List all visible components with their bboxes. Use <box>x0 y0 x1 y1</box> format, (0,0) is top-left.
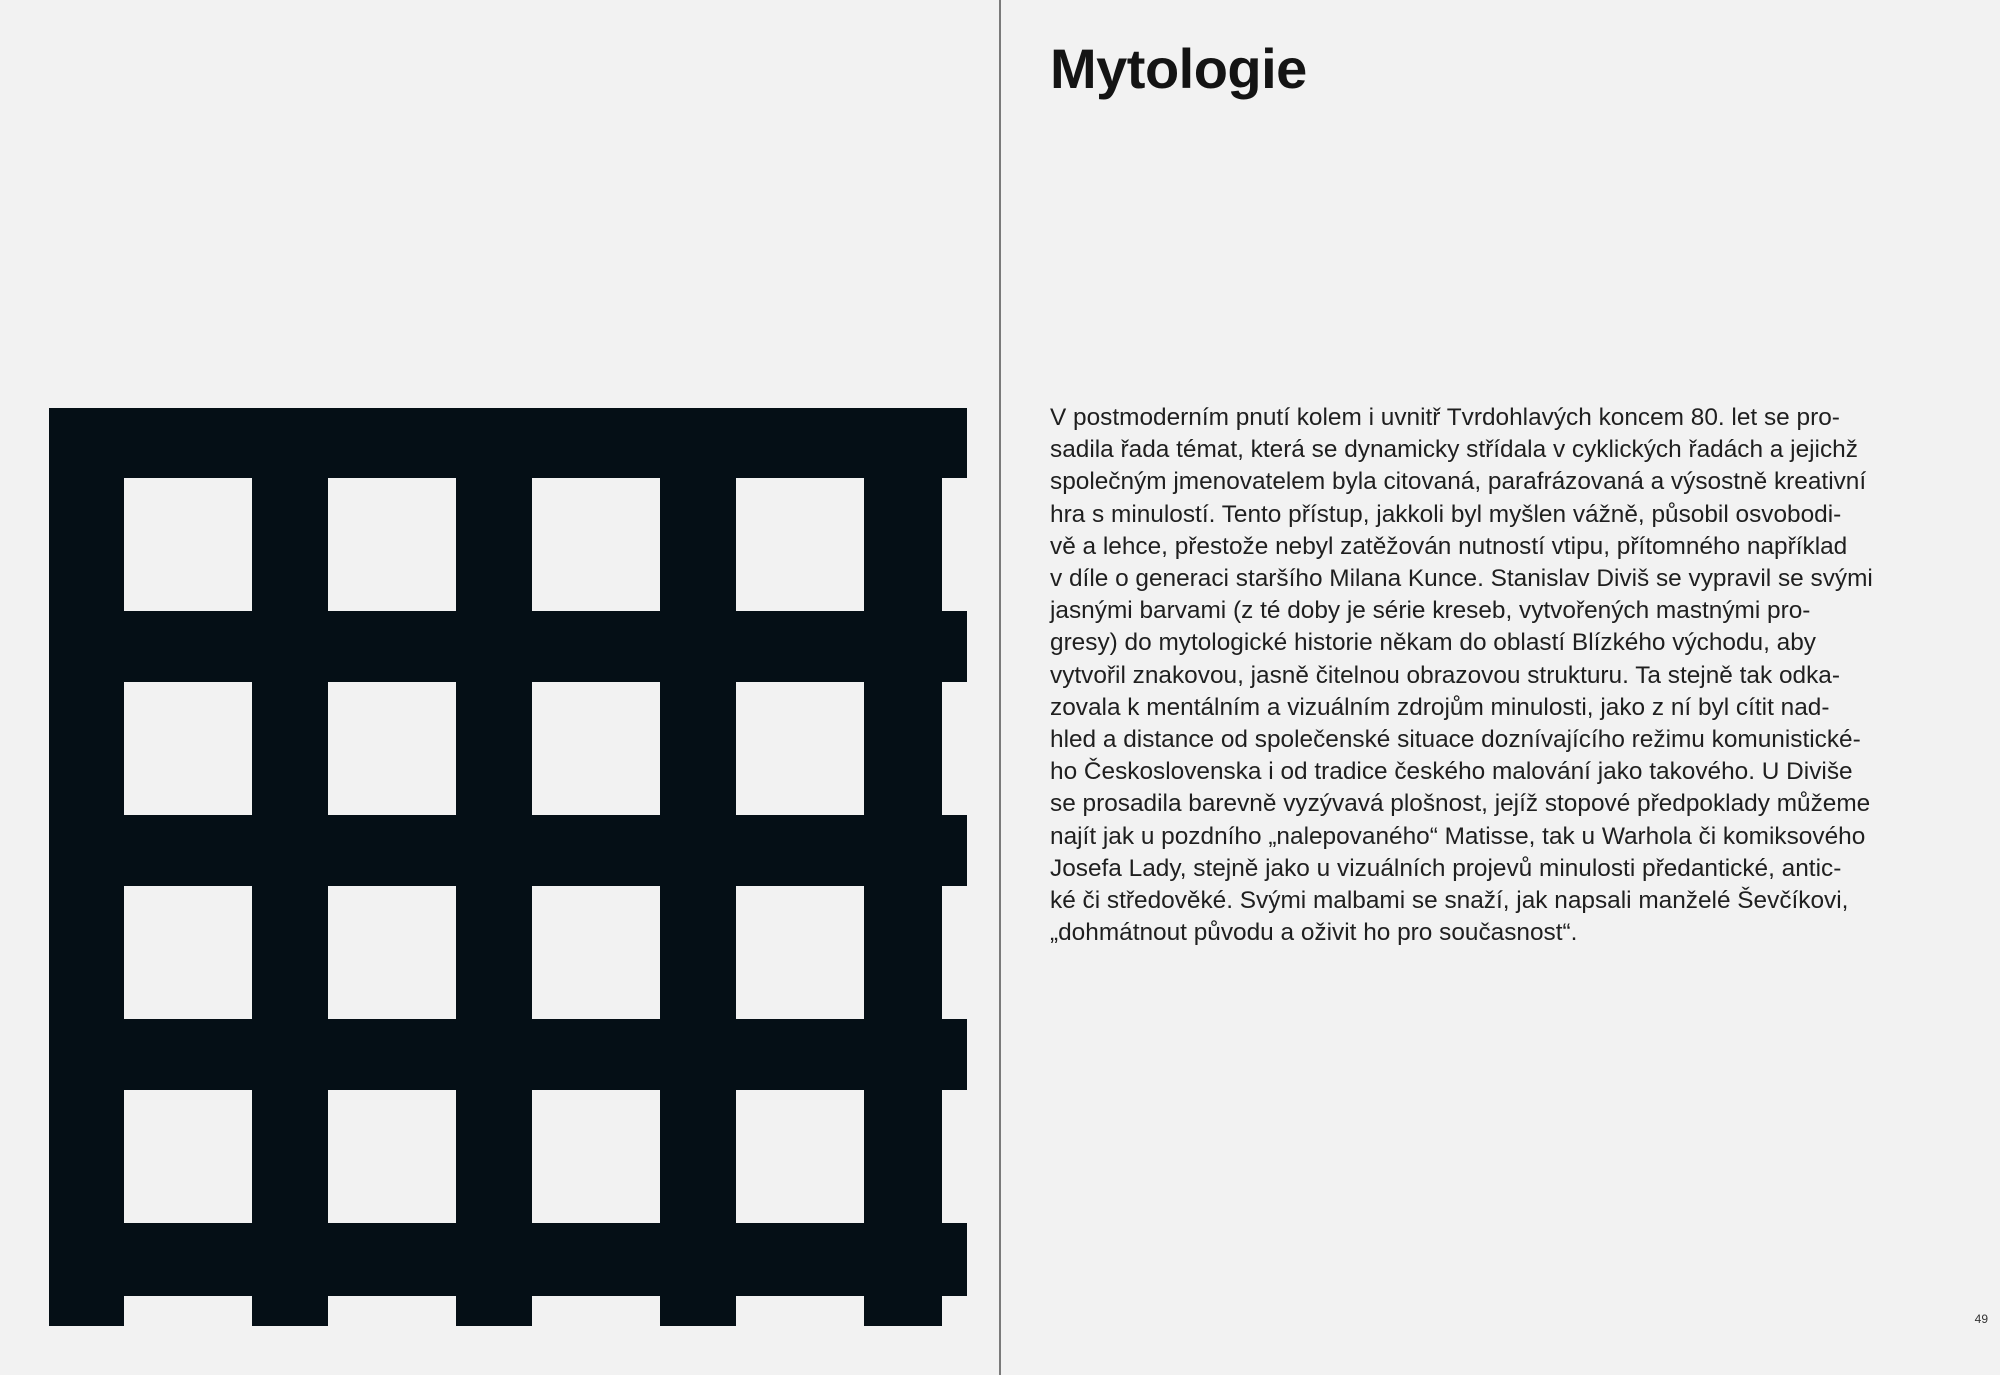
grid-cell <box>328 478 456 611</box>
body-text-line: „dohmátnout původu a oživit ho pro současnost“. <box>1050 919 1578 947</box>
grid-edge-notch <box>942 1090 967 1223</box>
body-text-line: vytvořil znakovou, jasně čitelnou obrazovou strukturu. Ta stejně tak odka- <box>1050 661 1840 689</box>
grid-edge-notch <box>736 1296 864 1326</box>
grid-cell <box>328 682 456 815</box>
grid-cell <box>124 682 252 815</box>
body-text-line: společným jmenovatelem byla citovaná, parafrázovaná a výsostně kreativní <box>1050 468 1867 496</box>
grid-edge-notch <box>532 1296 660 1326</box>
grid-edge-notch <box>942 886 967 1019</box>
grid-cell <box>736 1090 864 1223</box>
grid-cell <box>532 478 660 611</box>
body-text-line: jasnými barvami (z té doby je série kreseb, vytvořených mastnými pro- <box>1050 597 1811 625</box>
grid-cell <box>736 478 864 611</box>
body-text-line: V postmoderním pnutí kolem i uvnitř Tvrdohlavých koncem 80. let se pro- <box>1050 404 1840 431</box>
body-text-line: Josefa Lady, stejně jako u vizuálních projevů minulosti předantické, antic- <box>1050 854 1842 882</box>
grid-cell <box>736 682 864 815</box>
grid-cell <box>328 886 456 1019</box>
body-text-line: hra s minulostí. Tento přístup, jakkoli byl myšlen vážně, působil osvobodi- <box>1050 500 1842 528</box>
body-text-line: ho Československa i od tradice českého malování jako takového. U Diviše <box>1050 758 1853 786</box>
grid-edge-notch <box>328 1296 456 1326</box>
grid-edge-notch <box>942 478 967 611</box>
body-text-line: gresy) do mytologické historie někam do oblastí Blízkého východu, aby <box>1050 629 1816 657</box>
grid-artwork <box>49 408 967 1326</box>
body-text-line: se prosadila barevně vyzývavá plošnost, jejíž stopové předpoklady můžeme <box>1050 790 1871 818</box>
grid-cell <box>532 1090 660 1223</box>
grid-cell <box>124 1090 252 1223</box>
body-text-line: vě a lehce, přestože nebyl zatěžován nutností vtipu, přítomného například <box>1050 532 1848 560</box>
grid-cell <box>736 886 864 1019</box>
page-number: 49 <box>1974 1312 1988 1326</box>
grid-cell <box>124 886 252 1019</box>
page-title: Mytologie <box>1050 37 1307 100</box>
grid-cell <box>328 1090 456 1223</box>
grid-corner-notch <box>942 1296 967 1326</box>
grid-cell <box>532 886 660 1019</box>
body-text-line: sadila řada témat, která se dynamicky střídala v cyklických řadách a jejichž <box>1050 436 1858 464</box>
body-text-line: zovala k mentálním a vizuálním zdrojům minulosti, jako z ní byl cítit nad- <box>1050 693 1830 721</box>
grid-cell <box>532 682 660 815</box>
body-text-line: najít jak u pozdního „nalepovaného“ Matisse, tak u Warhola či komiksového <box>1050 822 1866 850</box>
grid-cell <box>124 478 252 611</box>
body-text-line: hled a distance od společenské situace doznívajícího režimu komunistické- <box>1050 726 1861 754</box>
grid-edge-notch <box>942 682 967 815</box>
grid-edge-notch <box>124 1296 252 1326</box>
body-text <box>1050 402 1950 949</box>
body-text-line: v díle o generaci staršího Milana Kunce. Stanislav Diviš se vypravil se svými <box>1050 565 1873 593</box>
spread-divider <box>999 0 1001 1375</box>
body-text-line: ké či středověké. Svými malbami se snaží, jak napsali manželé Ševčíkovi, <box>1050 887 1849 915</box>
